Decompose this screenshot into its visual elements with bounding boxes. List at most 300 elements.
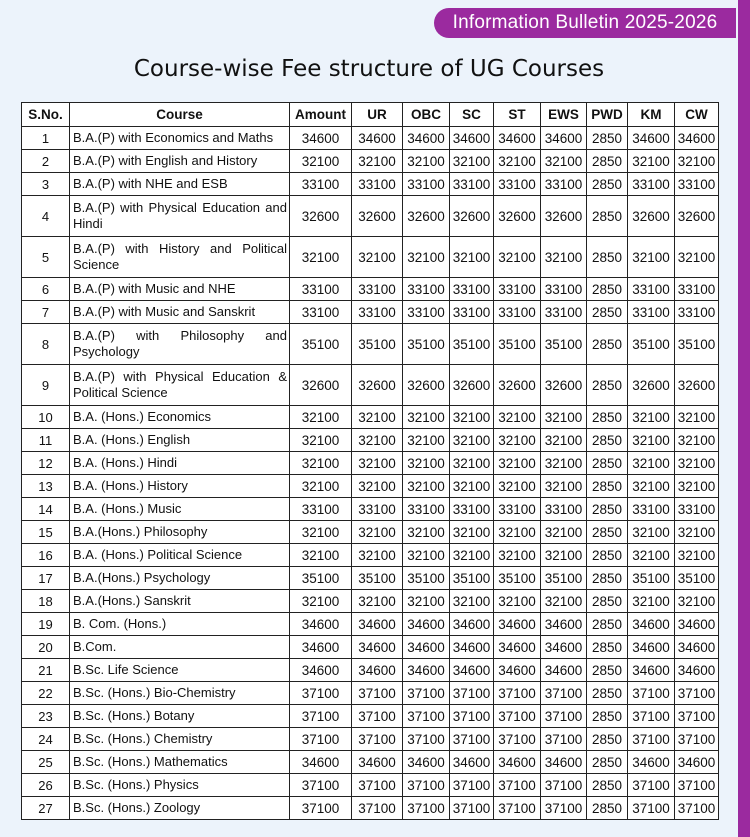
cell-km: 37100 — [628, 774, 675, 797]
cell-km: 32100 — [628, 429, 675, 452]
cell-sc: 32100 — [450, 237, 494, 278]
cell-st: 34600 — [494, 659, 541, 682]
cell-km: 37100 — [628, 797, 675, 820]
cell-course: B.A. (Hons.) Economics — [70, 406, 290, 429]
cell-km: 37100 — [628, 728, 675, 751]
cell-sno: 4 — [22, 196, 70, 237]
cell-pwd: 2850 — [587, 173, 628, 196]
page-title: Course-wise Fee structure of UG Courses — [133, 56, 605, 82]
cell-obc: 32100 — [403, 590, 450, 613]
table-row — [22, 173, 719, 196]
cell-pwd: 2850 — [587, 797, 628, 820]
cell-sc: 32100 — [450, 544, 494, 567]
cell-amount: 32100 — [290, 452, 352, 475]
cell-sc: 32100 — [450, 150, 494, 173]
cell-pwd: 2850 — [587, 301, 628, 324]
cell-amount: 32100 — [290, 475, 352, 498]
cell-amount: 37100 — [290, 682, 352, 705]
cell-pwd: 2850 — [587, 150, 628, 173]
cell-sno: 25 — [22, 751, 70, 774]
table-row — [22, 196, 719, 237]
table-row — [22, 475, 719, 498]
cell-km: 32600 — [628, 196, 675, 237]
cell-ews: 32100 — [541, 452, 587, 475]
cell-sno: 22 — [22, 682, 70, 705]
cell-pwd: 2850 — [587, 127, 628, 150]
cell-pwd: 2850 — [587, 498, 628, 521]
cell-cw: 37100 — [675, 682, 719, 705]
cell-km: 32100 — [628, 475, 675, 498]
table-row — [22, 498, 719, 521]
table-row — [22, 567, 719, 590]
cell-ews: 32100 — [541, 521, 587, 544]
cell-course: B.A.(Hons.) Psychology — [70, 567, 290, 590]
cell-sc: 32100 — [450, 475, 494, 498]
cell-obc: 35100 — [403, 324, 450, 365]
cell-km: 32600 — [628, 365, 675, 406]
cell-km: 33100 — [628, 301, 675, 324]
cell-cw: 33100 — [675, 278, 719, 301]
cell-ews: 32100 — [541, 150, 587, 173]
cell-st: 35100 — [494, 567, 541, 590]
cell-pwd: 2850 — [587, 590, 628, 613]
cell-ews: 32100 — [541, 237, 587, 278]
cell-sno: 17 — [22, 567, 70, 590]
cell-course: B.A.(P) with Physical Education & Political Science — [70, 365, 290, 406]
cell-amount: 37100 — [290, 774, 352, 797]
table-row — [22, 705, 719, 728]
cell-cw: 33100 — [675, 173, 719, 196]
cell-km: 34600 — [628, 127, 675, 150]
cell-sno: 14 — [22, 498, 70, 521]
cell-ur: 32100 — [352, 150, 403, 173]
cell-sc: 32600 — [450, 196, 494, 237]
cell-obc: 34600 — [403, 751, 450, 774]
cell-pwd: 2850 — [587, 682, 628, 705]
cell-ur: 32100 — [352, 237, 403, 278]
cell-amount: 37100 — [290, 728, 352, 751]
cell-ur: 37100 — [352, 774, 403, 797]
cell-ur: 37100 — [352, 797, 403, 820]
fee-table — [21, 102, 719, 820]
cell-ur: 37100 — [352, 728, 403, 751]
cell-ews: 32100 — [541, 406, 587, 429]
table-row — [22, 521, 719, 544]
cell-ur: 35100 — [352, 324, 403, 365]
cell-obc: 34600 — [403, 127, 450, 150]
cell-st: 32600 — [494, 196, 541, 237]
cell-sno: 3 — [22, 173, 70, 196]
cell-km: 32100 — [628, 150, 675, 173]
cell-km: 33100 — [628, 173, 675, 196]
column-header-ews: EWS — [541, 103, 587, 127]
cell-cw: 37100 — [675, 797, 719, 820]
cell-amount: 32100 — [290, 406, 352, 429]
cell-ur: 32600 — [352, 196, 403, 237]
cell-course: B.A.(P) with Physical Education and Hindi — [70, 196, 290, 237]
cell-ur: 34600 — [352, 659, 403, 682]
cell-cw: 32100 — [675, 544, 719, 567]
cell-obc: 32100 — [403, 237, 450, 278]
cell-cw: 34600 — [675, 636, 719, 659]
cell-obc: 32100 — [403, 452, 450, 475]
cell-km: 32100 — [628, 544, 675, 567]
cell-obc: 32100 — [403, 150, 450, 173]
cell-course: B.A.(P) with History and Political Science — [70, 237, 290, 278]
cell-sc: 34600 — [450, 613, 494, 636]
cell-amount: 33100 — [290, 301, 352, 324]
cell-km: 34600 — [628, 636, 675, 659]
table-row — [22, 324, 719, 365]
cell-pwd: 2850 — [587, 751, 628, 774]
cell-amount: 32100 — [290, 590, 352, 613]
cell-cw: 34600 — [675, 751, 719, 774]
cell-sc: 35100 — [450, 567, 494, 590]
cell-ews: 33100 — [541, 278, 587, 301]
cell-st: 35100 — [494, 324, 541, 365]
cell-obc: 33100 — [403, 498, 450, 521]
cell-sno: 26 — [22, 774, 70, 797]
cell-st: 34600 — [494, 613, 541, 636]
cell-course: B.Sc. (Hons.) Physics — [70, 774, 290, 797]
table-row — [22, 590, 719, 613]
cell-amount: 34600 — [290, 613, 352, 636]
cell-cw: 34600 — [675, 127, 719, 150]
cell-obc: 33100 — [403, 301, 450, 324]
cell-ews: 32100 — [541, 544, 587, 567]
cell-ur: 32100 — [352, 429, 403, 452]
cell-sc: 37100 — [450, 682, 494, 705]
bulletin-badge: Information Bulletin 2025-2026 — [434, 8, 736, 38]
cell-course: B.Sc. Life Science — [70, 659, 290, 682]
cell-pwd: 2850 — [587, 278, 628, 301]
side-accent-bar — [738, 0, 750, 837]
cell-pwd: 2850 — [587, 196, 628, 237]
cell-ews: 35100 — [541, 324, 587, 365]
cell-obc: 34600 — [403, 613, 450, 636]
cell-km: 34600 — [628, 613, 675, 636]
cell-pwd: 2850 — [587, 705, 628, 728]
cell-course: B.A. (Hons.) English — [70, 429, 290, 452]
cell-st: 32100 — [494, 406, 541, 429]
cell-cw: 32100 — [675, 452, 719, 475]
column-header-cw: CW — [675, 103, 719, 127]
table-row — [22, 751, 719, 774]
cell-ews: 33100 — [541, 498, 587, 521]
cell-course: B.A.(P) with NHE and ESB — [70, 173, 290, 196]
cell-st: 33100 — [494, 498, 541, 521]
cell-course: B.Sc. (Hons.) Zoology — [70, 797, 290, 820]
fee-table-body — [22, 127, 719, 820]
cell-amount: 32100 — [290, 544, 352, 567]
cell-sno: 5 — [22, 237, 70, 278]
cell-course: B.A. (Hons.) History — [70, 475, 290, 498]
table-row — [22, 127, 719, 150]
cell-ews: 37100 — [541, 774, 587, 797]
cell-ur: 34600 — [352, 613, 403, 636]
cell-sc: 33100 — [450, 498, 494, 521]
cell-sno: 6 — [22, 278, 70, 301]
cell-pwd: 2850 — [587, 475, 628, 498]
cell-ews: 34600 — [541, 636, 587, 659]
cell-km: 37100 — [628, 682, 675, 705]
cell-km: 35100 — [628, 567, 675, 590]
cell-ur: 34600 — [352, 751, 403, 774]
table-row — [22, 301, 719, 324]
cell-km: 35100 — [628, 324, 675, 365]
cell-obc: 32100 — [403, 544, 450, 567]
cell-cw: 32100 — [675, 406, 719, 429]
cell-sno: 8 — [22, 324, 70, 365]
cell-amount: 34600 — [290, 127, 352, 150]
cell-sc: 37100 — [450, 728, 494, 751]
table-row — [22, 452, 719, 475]
cell-pwd: 2850 — [587, 429, 628, 452]
cell-sno: 12 — [22, 452, 70, 475]
cell-amount: 32600 — [290, 365, 352, 406]
cell-ews: 32100 — [541, 475, 587, 498]
cell-ur: 32100 — [352, 521, 403, 544]
column-header-ur: UR — [352, 103, 403, 127]
cell-amount: 32100 — [290, 237, 352, 278]
cell-ur: 37100 — [352, 705, 403, 728]
cell-km: 33100 — [628, 278, 675, 301]
cell-sno: 24 — [22, 728, 70, 751]
cell-course: B.Com. — [70, 636, 290, 659]
cell-sno: 18 — [22, 590, 70, 613]
cell-km: 32100 — [628, 521, 675, 544]
cell-cw: 33100 — [675, 498, 719, 521]
column-header-km: KM — [628, 103, 675, 127]
cell-sc: 32100 — [450, 429, 494, 452]
cell-obc: 33100 — [403, 173, 450, 196]
cell-obc: 32100 — [403, 521, 450, 544]
cell-km: 32100 — [628, 590, 675, 613]
column-header-amount: Amount — [290, 103, 352, 127]
table-row — [22, 613, 719, 636]
cell-ur: 35100 — [352, 567, 403, 590]
cell-km: 32100 — [628, 452, 675, 475]
cell-amount: 32100 — [290, 521, 352, 544]
cell-obc: 37100 — [403, 682, 450, 705]
cell-pwd: 2850 — [587, 544, 628, 567]
cell-pwd: 2850 — [587, 728, 628, 751]
cell-pwd: 2850 — [587, 636, 628, 659]
cell-sno: 20 — [22, 636, 70, 659]
cell-st: 32100 — [494, 452, 541, 475]
cell-amount: 33100 — [290, 498, 352, 521]
cell-sno: 21 — [22, 659, 70, 682]
cell-obc: 32100 — [403, 475, 450, 498]
cell-ews: 37100 — [541, 797, 587, 820]
cell-course: B. Com. (Hons.) — [70, 613, 290, 636]
column-header-st: ST — [494, 103, 541, 127]
cell-sc: 32100 — [450, 406, 494, 429]
cell-obc: 37100 — [403, 728, 450, 751]
cell-cw: 32100 — [675, 475, 719, 498]
cell-pwd: 2850 — [587, 567, 628, 590]
cell-pwd: 2850 — [587, 521, 628, 544]
cell-sc: 32600 — [450, 365, 494, 406]
cell-obc: 32100 — [403, 406, 450, 429]
cell-amount: 35100 — [290, 324, 352, 365]
fee-table-header — [22, 103, 719, 127]
cell-sno: 15 — [22, 521, 70, 544]
cell-st: 34600 — [494, 636, 541, 659]
cell-obc: 37100 — [403, 797, 450, 820]
cell-st: 37100 — [494, 728, 541, 751]
cell-ur: 32100 — [352, 590, 403, 613]
cell-cw: 32100 — [675, 150, 719, 173]
column-header-pwd: PWD — [587, 103, 628, 127]
cell-cw: 32100 — [675, 590, 719, 613]
cell-cw: 34600 — [675, 659, 719, 682]
cell-sno: 7 — [22, 301, 70, 324]
cell-course: B.Sc. (Hons.) Bio-Chemistry — [70, 682, 290, 705]
cell-cw: 32100 — [675, 521, 719, 544]
cell-cw: 32600 — [675, 196, 719, 237]
cell-ews: 34600 — [541, 127, 587, 150]
cell-ur: 34600 — [352, 636, 403, 659]
cell-pwd: 2850 — [587, 774, 628, 797]
cell-obc: 37100 — [403, 705, 450, 728]
cell-ews: 37100 — [541, 682, 587, 705]
cell-amount: 33100 — [290, 278, 352, 301]
cell-sc: 37100 — [450, 705, 494, 728]
table-row — [22, 659, 719, 682]
cell-cw: 32600 — [675, 365, 719, 406]
cell-st: 32100 — [494, 590, 541, 613]
cell-sc: 34600 — [450, 751, 494, 774]
cell-course: B.A.(P) with Music and Sanskrit — [70, 301, 290, 324]
cell-ews: 34600 — [541, 613, 587, 636]
table-row — [22, 429, 719, 452]
cell-pwd: 2850 — [587, 237, 628, 278]
column-header-sc: SC — [450, 103, 494, 127]
table-row — [22, 728, 719, 751]
cell-ews: 32600 — [541, 365, 587, 406]
table-row — [22, 278, 719, 301]
cell-sc: 32100 — [450, 452, 494, 475]
cell-amount: 34600 — [290, 751, 352, 774]
cell-ews: 35100 — [541, 567, 587, 590]
cell-km: 37100 — [628, 705, 675, 728]
table-row — [22, 544, 719, 567]
cell-st: 33100 — [494, 278, 541, 301]
cell-st: 32100 — [494, 237, 541, 278]
cell-ews: 33100 — [541, 173, 587, 196]
cell-ews: 34600 — [541, 659, 587, 682]
table-row — [22, 237, 719, 278]
cell-ur: 32100 — [352, 544, 403, 567]
cell-amount: 32600 — [290, 196, 352, 237]
cell-sno: 13 — [22, 475, 70, 498]
cell-course: B.A.(P) with English and History — [70, 150, 290, 173]
cell-st: 32100 — [494, 429, 541, 452]
cell-cw: 32100 — [675, 429, 719, 452]
cell-course: B.A.(P) with Economics and Maths — [70, 127, 290, 150]
cell-amount: 37100 — [290, 797, 352, 820]
cell-st: 33100 — [494, 301, 541, 324]
cell-st: 32100 — [494, 150, 541, 173]
cell-cw: 35100 — [675, 324, 719, 365]
cell-ur: 33100 — [352, 498, 403, 521]
cell-obc: 34600 — [403, 659, 450, 682]
cell-km: 34600 — [628, 659, 675, 682]
cell-obc: 37100 — [403, 774, 450, 797]
cell-obc: 35100 — [403, 567, 450, 590]
cell-sno: 1 — [22, 127, 70, 150]
cell-course: B.A.(P) with Music and NHE — [70, 278, 290, 301]
cell-cw: 37100 — [675, 705, 719, 728]
cell-cw: 33100 — [675, 301, 719, 324]
cell-course: B.Sc. (Hons.) Mathematics — [70, 751, 290, 774]
cell-obc: 32600 — [403, 365, 450, 406]
table-row — [22, 797, 719, 820]
cell-course: B.Sc. (Hons.) Botany — [70, 705, 290, 728]
cell-cw: 37100 — [675, 774, 719, 797]
cell-ews: 37100 — [541, 705, 587, 728]
cell-ur: 37100 — [352, 682, 403, 705]
cell-pwd: 2850 — [587, 613, 628, 636]
cell-sc: 33100 — [450, 278, 494, 301]
cell-sc: 37100 — [450, 797, 494, 820]
cell-sc: 34600 — [450, 127, 494, 150]
cell-st: 37100 — [494, 774, 541, 797]
cell-st: 37100 — [494, 705, 541, 728]
cell-pwd: 2850 — [587, 406, 628, 429]
cell-st: 33100 — [494, 173, 541, 196]
table-row — [22, 406, 719, 429]
cell-sc: 33100 — [450, 301, 494, 324]
cell-st: 34600 — [494, 751, 541, 774]
column-header-obc: OBC — [403, 103, 450, 127]
cell-cw: 32100 — [675, 237, 719, 278]
cell-st: 32100 — [494, 475, 541, 498]
cell-ur: 32100 — [352, 452, 403, 475]
table-row — [22, 682, 719, 705]
cell-st: 37100 — [494, 797, 541, 820]
column-header-sno: S.No. — [22, 103, 70, 127]
cell-km: 32100 — [628, 406, 675, 429]
table-row — [22, 636, 719, 659]
cell-sno: 23 — [22, 705, 70, 728]
cell-st: 32100 — [494, 544, 541, 567]
cell-ur: 32100 — [352, 406, 403, 429]
cell-ews: 34600 — [541, 751, 587, 774]
cell-km: 34600 — [628, 751, 675, 774]
cell-sc: 32100 — [450, 590, 494, 613]
cell-sc: 34600 — [450, 659, 494, 682]
cell-pwd: 2850 — [587, 659, 628, 682]
cell-amount: 35100 — [290, 567, 352, 590]
cell-st: 32600 — [494, 365, 541, 406]
cell-amount: 34600 — [290, 636, 352, 659]
cell-km: 33100 — [628, 498, 675, 521]
cell-course: B.A. (Hons.) Music — [70, 498, 290, 521]
cell-obc: 34600 — [403, 636, 450, 659]
table-row — [22, 150, 719, 173]
cell-ews: 33100 — [541, 301, 587, 324]
cell-amount: 34600 — [290, 659, 352, 682]
cell-course: B.A.(Hons.) Sanskrit — [70, 590, 290, 613]
cell-ur: 33100 — [352, 278, 403, 301]
cell-amount: 32100 — [290, 429, 352, 452]
cell-sno: 9 — [22, 365, 70, 406]
cell-course: B.A.(P) with Philosophy and Psychology — [70, 324, 290, 365]
cell-ews: 32100 — [541, 429, 587, 452]
cell-amount: 37100 — [290, 705, 352, 728]
